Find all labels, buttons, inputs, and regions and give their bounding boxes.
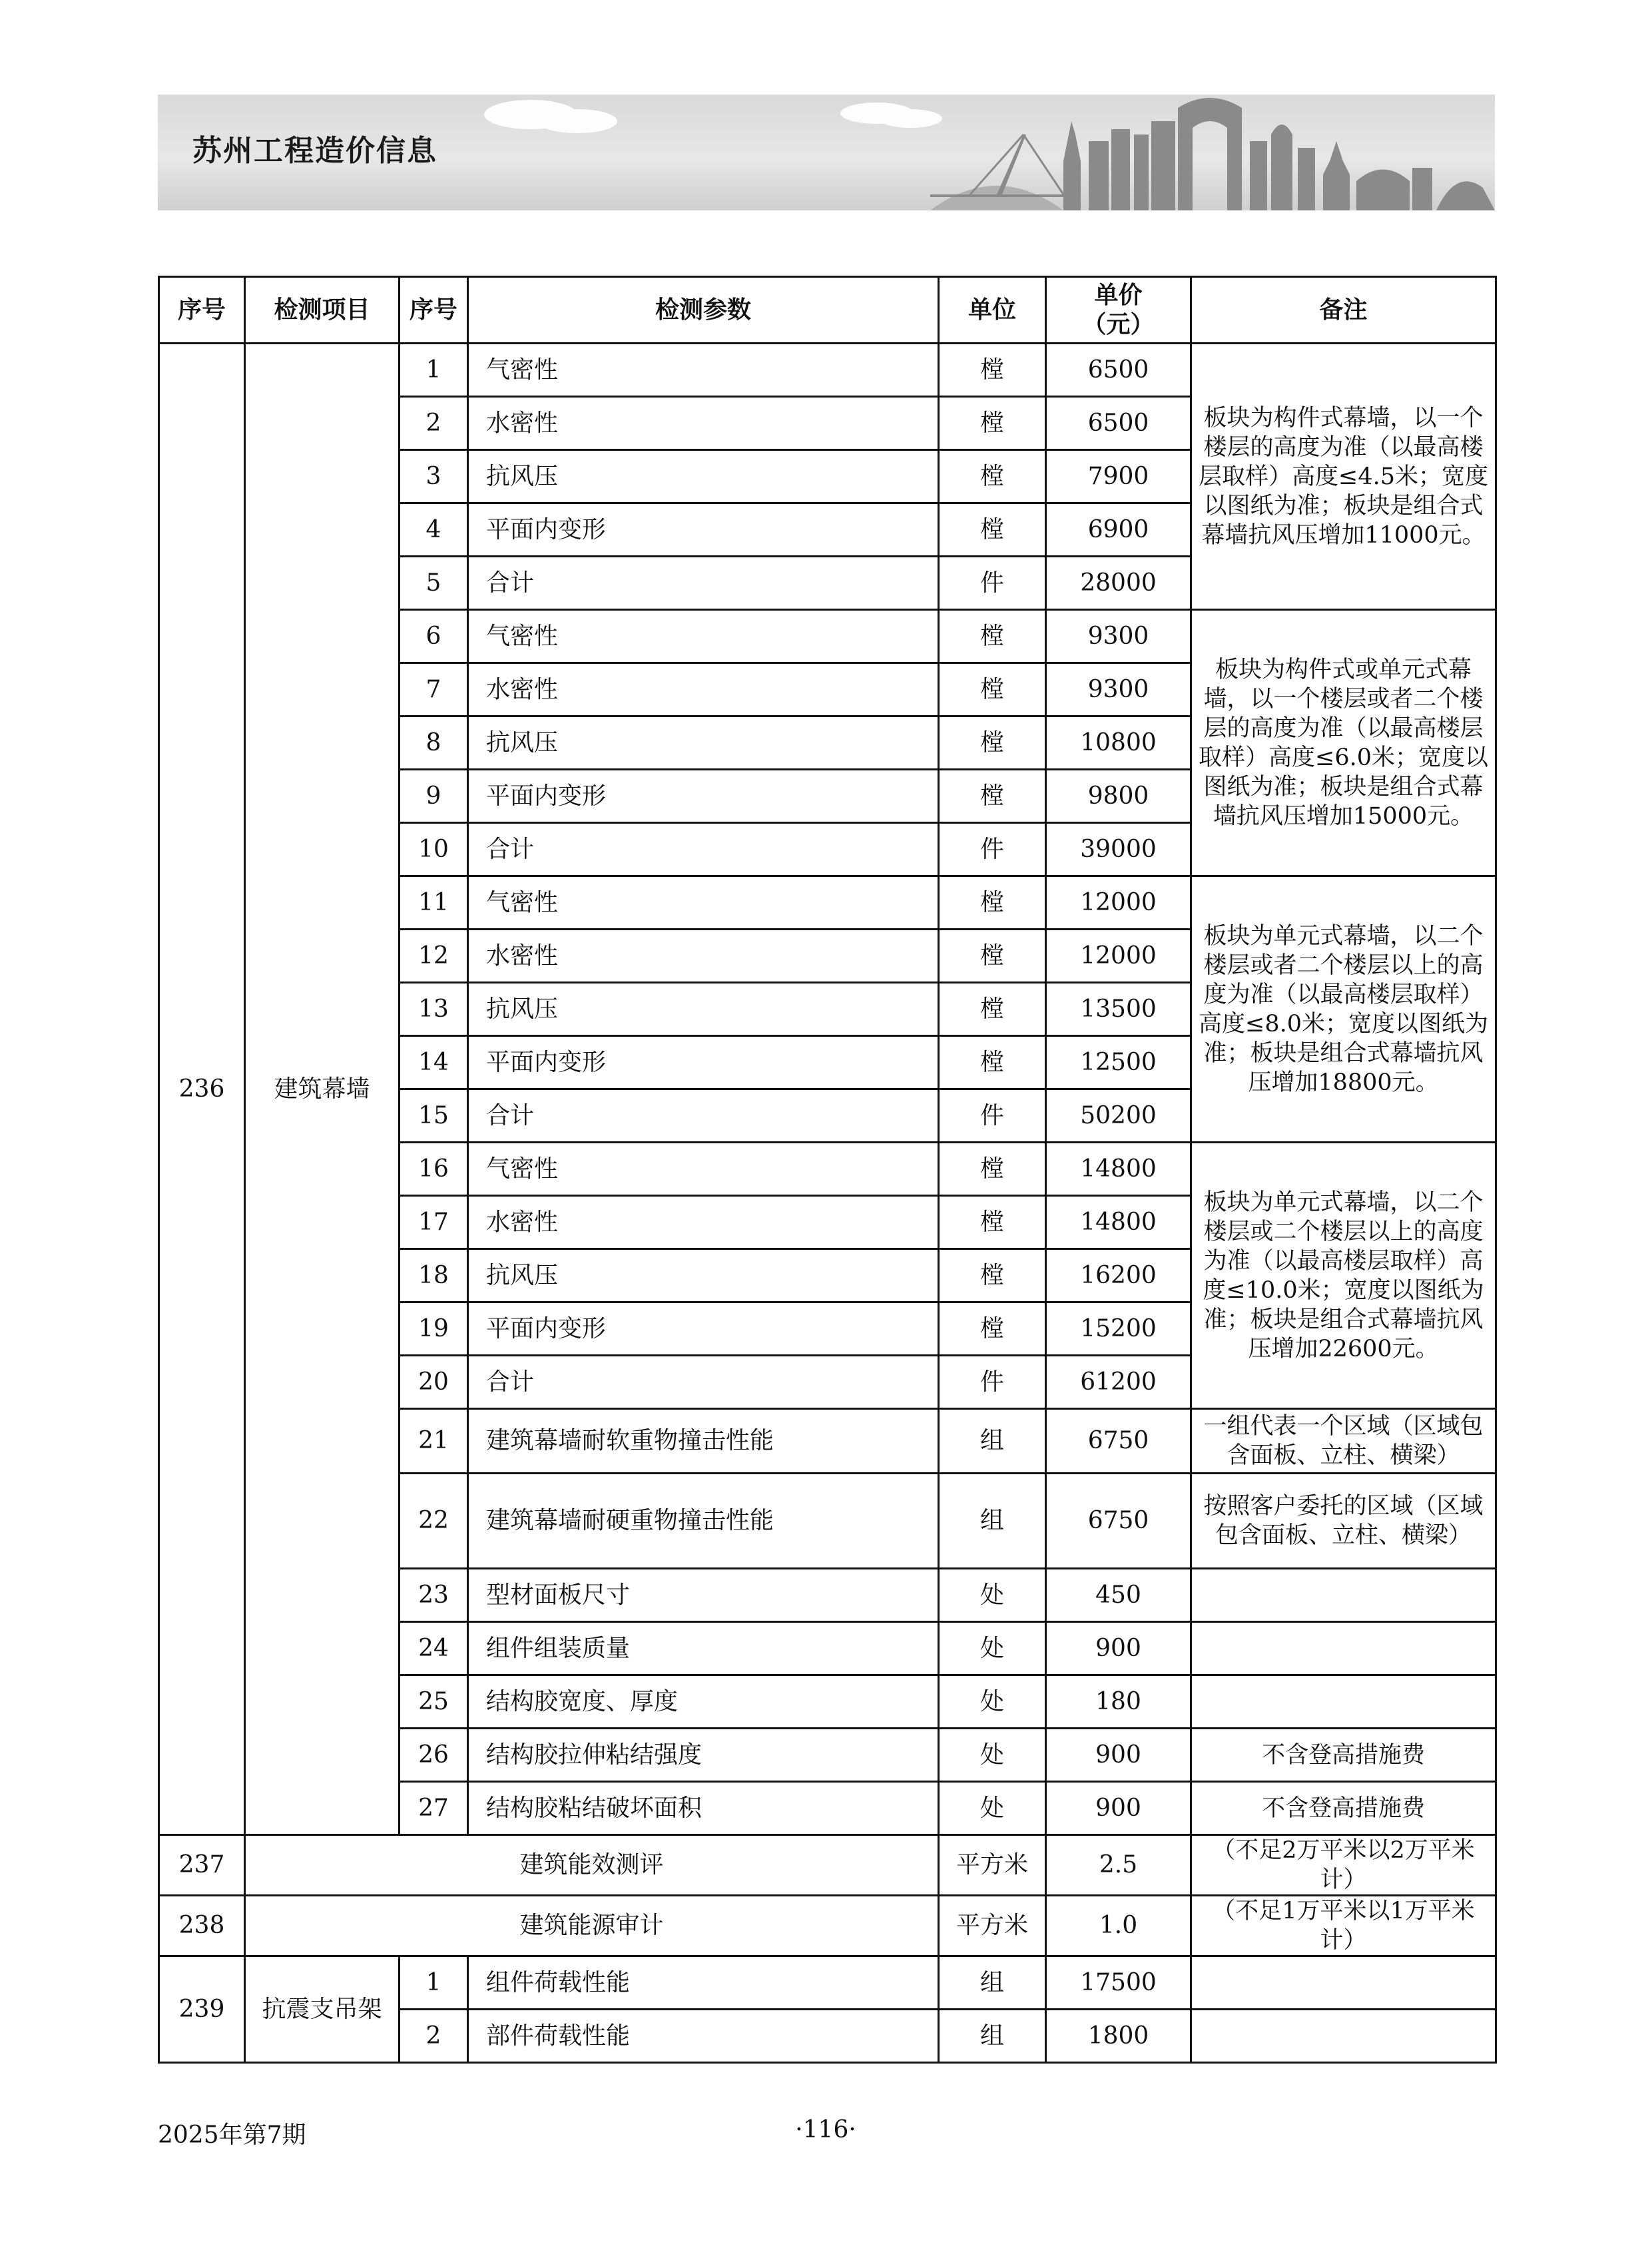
sub-seq-cell: 1 [400,1956,468,2010]
sub-seq-cell: 2 [400,2010,468,2063]
seq-cell: 236 [159,344,245,1835]
unit-cell: 樘 [939,344,1046,397]
sub-seq-cell: 1 [400,344,468,397]
parameter-cell: 平面内变形 [468,503,939,557]
unit-cell: 组 [939,1409,1046,1474]
sub-seq-cell: 14 [400,1036,468,1089]
header-banner [158,95,1495,210]
unit-cell: 樘 [939,663,1046,716]
sub-seq-cell: 20 [400,1356,468,1409]
col-remarks: 备注 [1191,277,1496,344]
remark-cell: 按照客户委托的区域（区域包含面板、立柱、横梁） [1191,1474,1496,1569]
parameter-cell: 合计 [468,823,939,876]
price-cell: 50200 [1046,1089,1191,1143]
unit-cell: 樘 [939,1036,1046,1089]
parameter-cell: 组件组装质量 [468,1622,939,1675]
unit-cell: 樘 [939,1143,1046,1196]
unit-cell: 组 [939,1956,1046,2010]
remark-cell [1191,1569,1496,1622]
price-cell: 61200 [1046,1356,1191,1409]
remark-cell: 板块为单元式幕墙，以二个楼层或者二个楼层以上的高度为准（以最高楼层取样）高度≤8.0米；宽度以图纸为准；板块是组合式幕墙抗风压增加18800元。 [1191,876,1496,1143]
unit-cell: 樘 [939,397,1046,450]
unit-cell: 件 [939,1356,1046,1409]
unit-cell: 樘 [939,930,1046,983]
price-cell: 16200 [1046,1249,1191,1302]
price-cell: 9300 [1046,663,1191,716]
price-cell: 12000 [1046,876,1191,930]
price-cell: 6750 [1046,1474,1191,1569]
price-cell: 39000 [1046,823,1191,876]
seq-cell: 238 [159,1896,245,1956]
remark-cell [1191,1675,1496,1729]
parameter-cell: 建筑幕墙耐软重物撞击性能 [468,1409,939,1474]
price-cell: 900 [1046,1729,1191,1782]
unit-cell: 樘 [939,1249,1046,1302]
sub-seq-cell: 18 [400,1249,468,1302]
unit-cell: 件 [939,557,1046,610]
parameter-cell: 抗风压 [468,716,939,770]
test-item-cell: 建筑能效测评 [245,1835,939,1896]
parameter-cell: 气密性 [468,1143,939,1196]
parameter-cell: 合计 [468,1089,939,1143]
test-price-table [158,276,1497,2064]
seq-cell: 237 [159,1835,245,1896]
unit-cell: 樘 [939,503,1046,557]
sub-seq-cell: 4 [400,503,468,557]
price-cell: 180 [1046,1675,1191,1729]
parameter-cell: 部件荷载性能 [468,2010,939,2063]
remark-cell: 板块为构件式幕墙，以一个楼层的高度为准（以最高楼层取样）高度≤4.5米；宽度以图纸为准；板块是组合式幕墙抗风压增加11000元。 [1191,344,1496,610]
parameter-cell: 水密性 [468,930,939,983]
parameter-cell: 抗风压 [468,450,939,503]
test-item-cell: 建筑幕墙 [245,344,400,1835]
price-cell: 12000 [1046,930,1191,983]
sub-seq-cell: 21 [400,1409,468,1474]
remark-cell: （不足2万平米以2万平米计） [1191,1835,1496,1896]
price-cell: 9300 [1046,610,1191,663]
unit-cell: 处 [939,1622,1046,1675]
unit-cell: 处 [939,1782,1046,1835]
sub-seq-cell: 24 [400,1622,468,1675]
price-cell: 6500 [1046,344,1191,397]
test-item-cell: 建筑能源审计 [245,1896,939,1956]
table-row [159,344,1496,397]
parameter-cell: 水密性 [468,663,939,716]
unit-cell: 组 [939,2010,1046,2063]
price-cell: 7900 [1046,450,1191,503]
unit-cell: 处 [939,1729,1046,1782]
col-unit: 单位 [939,277,1046,344]
price-cell: 1.0 [1046,1896,1191,1956]
publication-title: 苏州工程造价信息 [192,134,437,168]
parameter-cell: 合计 [468,557,939,610]
sub-seq-cell: 3 [400,450,468,503]
parameter-cell: 建筑幕墙耐硬重物撞击性能 [468,1474,939,1569]
parameter-cell: 结构胶拉伸粘结强度 [468,1729,939,1782]
remark-cell: 板块为单元式幕墙，以二个楼层或二个楼层以上的高度为准（以最高楼层取样）高度≤10.0米；宽度以图纸为准；板块是组合式幕墙抗风压增加22600元。 [1191,1143,1496,1409]
parameter-cell: 平面内变形 [468,1302,939,1356]
page-number: ·116· [795,2116,856,2143]
price-cell: 1800 [1046,2010,1191,2063]
sub-seq-cell: 25 [400,1675,468,1729]
price-cell: 10800 [1046,716,1191,770]
unit-cell: 处 [939,1569,1046,1622]
unit-cell: 平方米 [939,1835,1046,1896]
parameter-cell: 气密性 [468,876,939,930]
price-cell: 6900 [1046,503,1191,557]
remark-cell [1191,1622,1496,1675]
price-cell: 14800 [1046,1143,1191,1196]
seq-cell: 239 [159,1956,245,2063]
col-unit-price: 单价 （元） [1046,277,1191,344]
sub-seq-cell: 11 [400,876,468,930]
unit-cell: 樘 [939,610,1046,663]
col-test-parameter: 检测参数 [468,277,939,344]
parameter-cell: 水密性 [468,397,939,450]
table-row [159,1835,1496,1896]
parameter-cell: 结构胶宽度、厚度 [468,1675,939,1729]
price-cell: 28000 [1046,557,1191,610]
parameter-cell: 水密性 [468,1196,939,1249]
table-row [159,1896,1496,1956]
sub-seq-cell: 13 [400,983,468,1036]
remark-cell: 不含登高措施费 [1191,1729,1496,1782]
sub-seq-cell: 12 [400,930,468,983]
unit-cell: 樘 [939,983,1046,1036]
price-cell: 6750 [1046,1409,1191,1474]
sub-seq-cell: 10 [400,823,468,876]
remark-cell: 板块为构件式或单元式幕墙，以一个楼层或者二个楼层的高度为准（以最高楼层取样）高度≤6.0米；宽度以图纸为准；板块是组合式幕墙抗风压增加15000元。 [1191,610,1496,876]
table-header-row [159,277,1496,344]
unit-cell: 处 [939,1675,1046,1729]
unit-cell: 组 [939,1474,1046,1569]
price-cell: 9800 [1046,770,1191,823]
col-sub-seq: 序号 [400,277,468,344]
price-cell: 6500 [1046,397,1191,450]
price-cell: 2.5 [1046,1835,1191,1896]
parameter-cell: 平面内变形 [468,770,939,823]
remark-cell: （不足1万平米以1万平米计） [1191,1896,1496,1956]
parameter-cell: 气密性 [468,610,939,663]
unit-cell: 件 [939,1089,1046,1143]
test-item-cell: 抗震支吊架 [245,1956,400,2063]
col-test-item: 检测项目 [245,277,400,344]
unit-cell: 件 [939,823,1046,876]
col-seq: 序号 [159,277,245,344]
parameter-cell: 抗风压 [468,1249,939,1302]
sub-seq-cell: 2 [400,397,468,450]
price-cell: 900 [1046,1782,1191,1835]
sub-seq-cell: 23 [400,1569,468,1622]
issue-label: 2025年第7期 [158,2121,306,2149]
price-cell: 450 [1046,1569,1191,1622]
remark-cell [1191,2010,1496,2063]
price-cell: 15200 [1046,1302,1191,1356]
parameter-cell: 组件荷载性能 [468,1956,939,2010]
sub-seq-cell: 7 [400,663,468,716]
parameter-cell: 结构胶粘结破坏面积 [468,1782,939,1835]
unit-cell: 樘 [939,716,1046,770]
parameter-cell: 气密性 [468,344,939,397]
unit-cell: 樘 [939,450,1046,503]
unit-cell: 平方米 [939,1896,1046,1956]
unit-cell: 樘 [939,1196,1046,1249]
parameter-cell: 平面内变形 [468,1036,939,1089]
sub-seq-cell: 6 [400,610,468,663]
sub-seq-cell: 22 [400,1474,468,1569]
sub-seq-cell: 15 [400,1089,468,1143]
parameter-cell: 合计 [468,1356,939,1409]
sub-seq-cell: 17 [400,1196,468,1249]
sub-seq-cell: 8 [400,716,468,770]
sub-seq-cell: 19 [400,1302,468,1356]
price-cell: 17500 [1046,1956,1191,2010]
unit-cell: 樘 [939,770,1046,823]
sub-seq-cell: 27 [400,1782,468,1835]
price-cell: 900 [1046,1622,1191,1675]
sub-seq-cell: 5 [400,557,468,610]
price-cell: 12500 [1046,1036,1191,1089]
table-row [159,1956,1496,2010]
sub-seq-cell: 16 [400,1143,468,1196]
unit-cell: 樘 [939,1302,1046,1356]
sub-seq-cell: 9 [400,770,468,823]
price-cell: 13500 [1046,983,1191,1036]
unit-cell: 樘 [939,876,1046,930]
parameter-cell: 型材面板尺寸 [468,1569,939,1622]
remark-cell: 一组代表一个区域（区域包含面板、立柱、横梁） [1191,1409,1496,1474]
remark-cell [1191,1956,1496,2010]
price-cell: 14800 [1046,1196,1191,1249]
remark-cell: 不含登高措施费 [1191,1782,1496,1835]
sub-seq-cell: 26 [400,1729,468,1782]
parameter-cell: 抗风压 [468,983,939,1036]
